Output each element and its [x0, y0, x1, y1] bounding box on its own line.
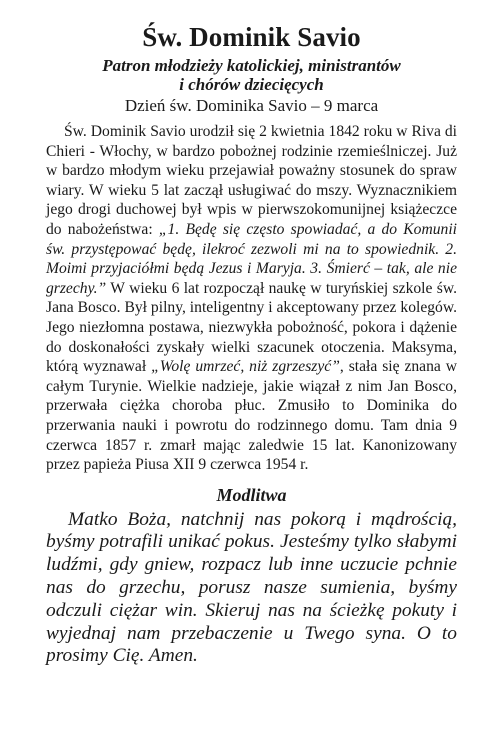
bio-part-2: W wieku 6 lat rozpoczął naukę w turyńskiej szkole św. Jana Bosco. Był pilny, inteligentny i akceptowany przez kolegów. Jego niezłomna postawa, niezwykła pobożność, pokora i dążenie do doskonałości zyskały wielki szacunek otoczenia. Maksyma, którą wyznawał: [46, 279, 457, 376]
card-title: Św. Dominik Savio: [142, 22, 361, 52]
communion-vow-quote: „1. Będę się często spowiadać, a do Komunii św. przystępować będę, ilekroć zezwoli mi na to spowiednik. 2. Moimi przyjaciółmi będą Jezus i Maryja. 3. Śmierć – tak, ale nie grzechy.”: [46, 220, 457, 297]
card-subtitle: [46, 56, 457, 94]
prayer-heading: Modlitwa: [216, 484, 287, 505]
biography-text: [46, 122, 457, 475]
subtitle-line-2: i chórów dziecięcych: [179, 75, 324, 94]
feast-day: Dzień św. Dominika Savio – 9 marca: [124, 96, 379, 115]
maxim-quote: „Wolę umrzeć, niż zgrzeszyć”: [151, 358, 340, 376]
bio-part-3: , stała się znana w całym Turynie. Wielkie nadzieje, jakie wiązał z nim Jan Bosco, przerwała ciężka choroba płuc. Zmusiło to Dominika do przerwania nauki i powrotu do rodzinnego domu. Tam dnia 9 czerwca 1857 r. zmarł mając zaledwie 15 lat. Kanonizowany przez papieża Piusa XII 9 czerwca 1954 r.: [46, 358, 457, 474]
bio-part-1: Św. Dominik Savio urodził się 2 kwietnia 1842 roku w Riva di Chieri - Włochy, w bardzo pobożnej rodzinie rzemieślniczej. Już w bardzo młodym wieku przejawiał poważny stosunek do spraw wiary. W wieku 5 lat zaczął usługiwać do mszy. Wyznacznikiem jego drogi duchowej był wpis w pierwszokomunijnej książeczce do nabożeństwa:: [46, 123, 457, 238]
prayer-text: Matko Boża, natchnij nas pokorą i mądrością, byśmy potrafili unikać pokus. Jesteśmy tylko słabymi ludźmi, gdy gniew, rozpacz lub inne uczucie pchnie nas do grzechu, porusz nasze sumienia, byśmy odczuli ciężar win. Skieruj nas na ścieżkę pokuty i wyjednaj nam przebaczenie u Twego syna. O to prosimy Cię. Amen.: [46, 508, 457, 667]
subtitle-line-1: Patron młodzieży katolickiej, ministrantów: [102, 56, 401, 75]
